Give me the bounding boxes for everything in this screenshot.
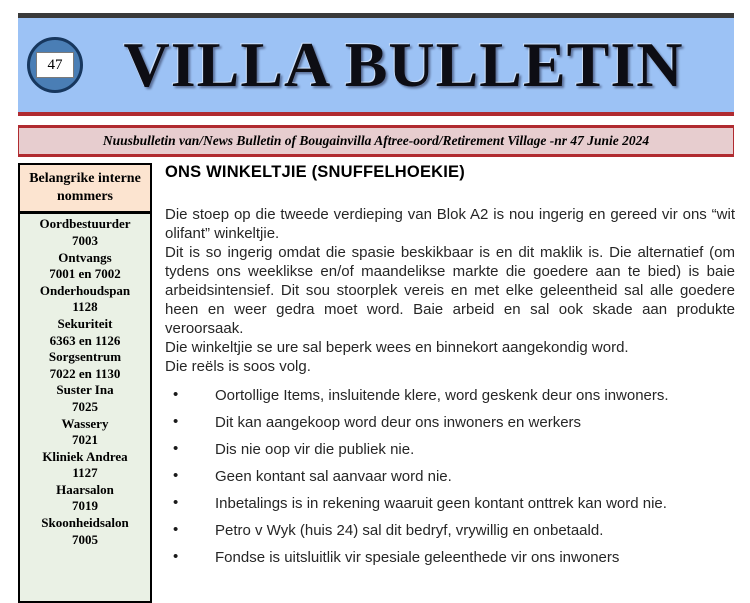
list-item [21,482,149,515]
sidebar-number-list [18,213,152,603]
list-item [21,449,149,482]
list-item [21,316,149,349]
article-body [165,205,735,376]
entry-name: Wassery [61,415,109,431]
rule-item [165,521,735,541]
paragraph: Die stoep op die tweede verdieping van Blok A2 is nou ingerig en gereed vir ons “wit olifant” winkeltjie. [165,206,735,242]
entry-number: 7001 en 7002 [49,266,121,282]
rule-text: Geen kontant sal aanvaar word nie. [215,468,452,485]
entry-name: Onderhoudspan [39,282,131,298]
list-item [21,416,149,449]
entry-name: Skoonheidsalon [41,515,129,531]
internal-numbers-sidebar [18,163,152,603]
list-item [21,283,149,316]
entry-number: 1127 [72,465,98,481]
bullet-icon: • [173,548,179,565]
entry-name: Sekuriteit [57,315,113,331]
issue-number: 47 [36,52,74,78]
rule-text: Fondse is uitsluitlik vir spesiale geleenthede vir ons inwoners [215,549,620,566]
rule-item [165,494,735,514]
rule-text: Dit kan aangekoop word deur ons inwoners en werkers [215,414,582,431]
entry-number: 7022 en 1130 [49,365,121,381]
bullet-icon: • [173,413,179,430]
paragraph: Die reëls is soos volg. [165,358,311,375]
rule-item [165,413,735,433]
entry-name: Suster Ina [56,382,114,398]
entry-name: Ontvangs [58,249,112,265]
bullet-icon: • [173,467,179,484]
entry-number: 7003 [72,232,98,248]
entry-name: Haarsalon [56,481,114,497]
list-item [21,349,149,382]
article-heading: ONS WINKELTJIE (SNUFFELHOEKIE) [165,163,465,181]
bullet-icon: • [173,440,179,457]
entry-number: 6363 en 1126 [49,332,121,348]
list-item [21,250,149,283]
article [165,163,735,575]
rule-item [165,440,735,460]
entry-name: Oordbestuurder [39,216,131,232]
sidebar-heading: Belangrike interne nommers [18,163,152,213]
rule-text: Inbetalings is in rekening waaruit geen kontant onttrek kan word nie. [215,495,667,512]
subtitle-strip [18,125,734,157]
entry-number: 1128 [72,299,98,315]
rule-text: Oortollige Items, insluitende klere, word geskenk deur ons inwoners. [215,387,669,404]
paragraph: Dit is so ingerig omdat die spasie beskikbaar is en dit maklik is. Die alternatief (om tydens ons weeklikse en/of maandelikse markte die goedere aan te bied) is baie arbeidsintensief. Dit sou stoorplek vereis en met elke geleentheid sal alle goedere heen en weer gedra moet word. Baie arbeid en sal ook skade aan produkte veroorsaak. [165,244,735,337]
entry-name: Sorgsentrum [48,349,122,365]
entry-number: 7021 [72,432,98,448]
masthead-banner [18,13,734,116]
newsletter-title: VILLA BULLETIN [123,29,684,100]
rule-item [165,386,735,406]
list-item [21,216,149,249]
entry-number: 7019 [72,498,98,514]
bullet-icon: • [173,521,179,538]
issue-badge-icon [27,37,83,93]
entry-name: Kliniek Andrea [42,448,128,464]
entry-number: 7005 [72,531,98,547]
paragraph: Die winkeltjie se ure sal beperk wees en binnekort aangekondig word. [165,339,629,356]
bullet-icon: • [173,494,179,511]
entry-number: 7025 [72,398,98,414]
bullet-icon: • [173,386,179,403]
rule-text: Dis nie oop vir die publiek nie. [215,441,415,458]
rule-item [165,548,735,568]
subtitle-text: Nuusbulletin van/News Bulletin of Bougainvilla Aftree-oord/Retirement Village -nr 47 Junie 2024 [102,133,650,148]
rules-list [165,386,735,568]
rule-text: Petro v Wyk (huis 24) sal dit bedryf, vrywillig en onbetaald. [215,522,604,539]
list-item [21,382,149,415]
rule-item [165,467,735,487]
list-item [21,515,149,548]
